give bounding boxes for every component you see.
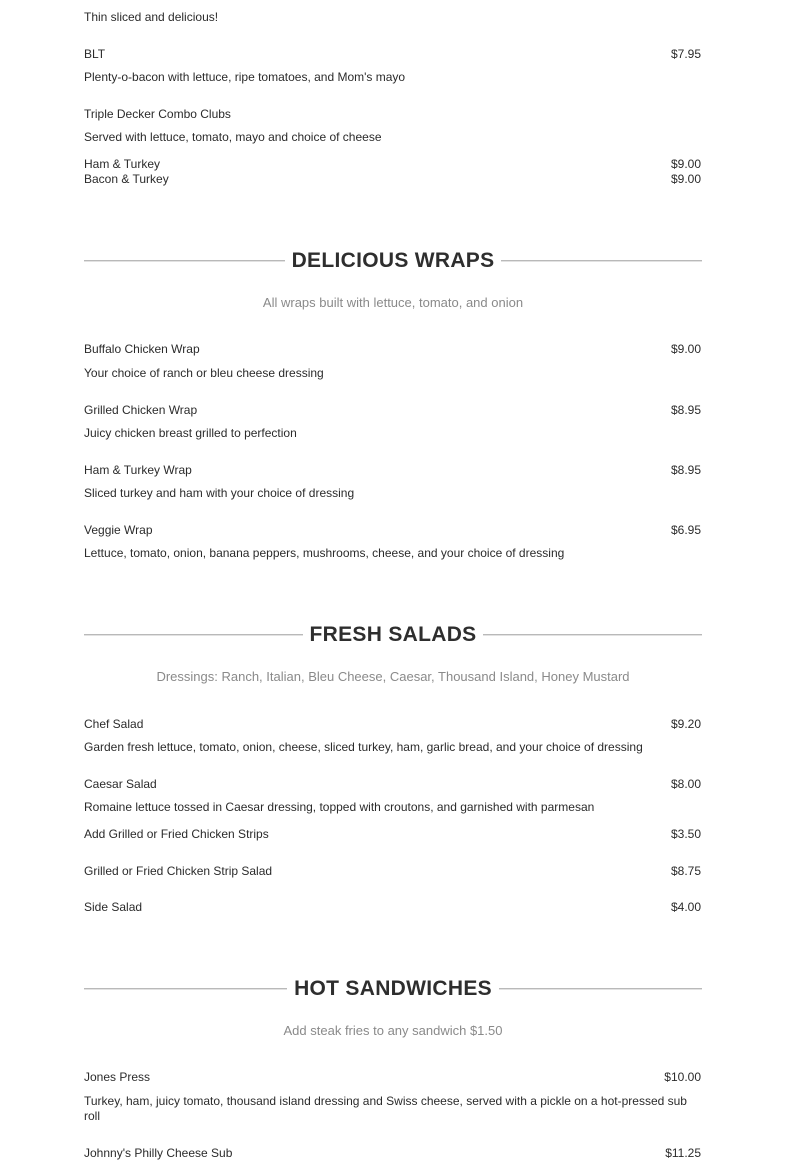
item-description: Sliced turkey and ham with your choice of dressing [84,486,355,500]
heading-rule-right [501,260,702,262]
section-subtitle: Dressings: Ranch, Italian, Bleu Cheese, Caesar, Thousand Island, Honey Mustard [156,669,630,684]
menu-item-name: Johnny's Philly Cheese Sub [84,1146,233,1160]
item-description: Your choice of ranch or bleu cheese dressing [84,366,324,380]
menu-item-price: $8.95 [670,463,701,477]
menu-item-price: $10.00 [664,1070,701,1084]
extra-item-name: Side Salad [84,900,143,914]
menu-item-price: $8.00 [670,777,701,791]
item-description: Juicy chicken breast grilled to perfection [84,426,297,440]
menu-item-name: Grilled Chicken Wrap [84,403,198,417]
menu-item-price: $7.95 [670,47,701,61]
item-description: Served with lettuce, tomato, mayo and choice of cheese [84,130,382,144]
option-price: $9.00 [670,157,701,171]
menu-item-price: $11.25 [665,1146,701,1160]
menu-item-name: Triple Decker Combo Clubs [84,107,231,121]
menu-item-name: Chef Salad [84,717,144,731]
item-description: Lettuce, tomato, onion, banana peppers, mushrooms, cheese, and your choice of dressing [84,546,565,560]
option-name: Bacon & Turkey [84,172,169,186]
heading-rule-right [483,634,702,636]
section-subtitle: All wraps built with lettuce, tomato, and onion [262,295,524,310]
menu-item-price: $9.20 [670,717,701,731]
extra-item-price: $4.00 [670,900,701,914]
extra-item-name: Grilled or Fried Chicken Strip Salad [84,864,273,878]
item-description: Thin sliced and delicious! [84,10,219,24]
item-description: Romaine lettuce tossed in Caesar dressing, topped with croutons, and garnished with parmesan [84,800,595,814]
section-subtitle: Add steak fries to any sandwich $1.50 [283,1023,503,1038]
option-name: Ham & Turkey [84,157,161,171]
menu-item-name: Buffalo Chicken Wrap [84,342,200,356]
heading-rule-right [499,988,702,990]
heading-rule-left [84,634,303,636]
section-heading-salads [84,620,702,650]
menu-item-name: BLT [84,47,106,61]
menu-item-price: $8.95 [670,403,701,417]
menu-item-price: $6.95 [670,523,701,537]
option-price: $9.00 [670,172,701,186]
menu-item-name: Ham & Turkey Wrap [84,463,192,477]
heading-rule-left [84,988,287,990]
section-title: HOT SANDWICHES [294,977,492,1000]
extra-item-price: $3.50 [670,827,701,841]
section-title: DELICIOUS WRAPS [291,249,495,272]
section-heading-wraps [84,246,702,276]
extra-item-price: $8.75 [670,864,701,878]
menu-item-name: Veggie Wrap [84,523,153,537]
item-description: Turkey, ham, juicy tomato, thousand island dressing and Swiss cheese, served with a pickle on a hot-pressed sub roll [84,1094,687,1123]
section-title: FRESH SALADS [309,623,477,646]
item-description: Garden fresh lettuce, tomato, onion, cheese, sliced turkey, ham, garlic bread, and your choice of dressing [84,740,643,754]
section-heading-hot-sandwiches [84,974,702,1004]
extra-item-name: Add Grilled or Fried Chicken Strips [84,827,269,841]
menu-item-name: Caesar Salad [84,777,157,791]
menu-item-name: Jones Press [84,1070,151,1084]
menu-item-price: $9.00 [670,342,701,356]
item-description: Plenty-o-bacon with lettuce, ripe tomatoes, and Mom's mayo [84,70,406,84]
heading-rule-left [84,260,285,262]
